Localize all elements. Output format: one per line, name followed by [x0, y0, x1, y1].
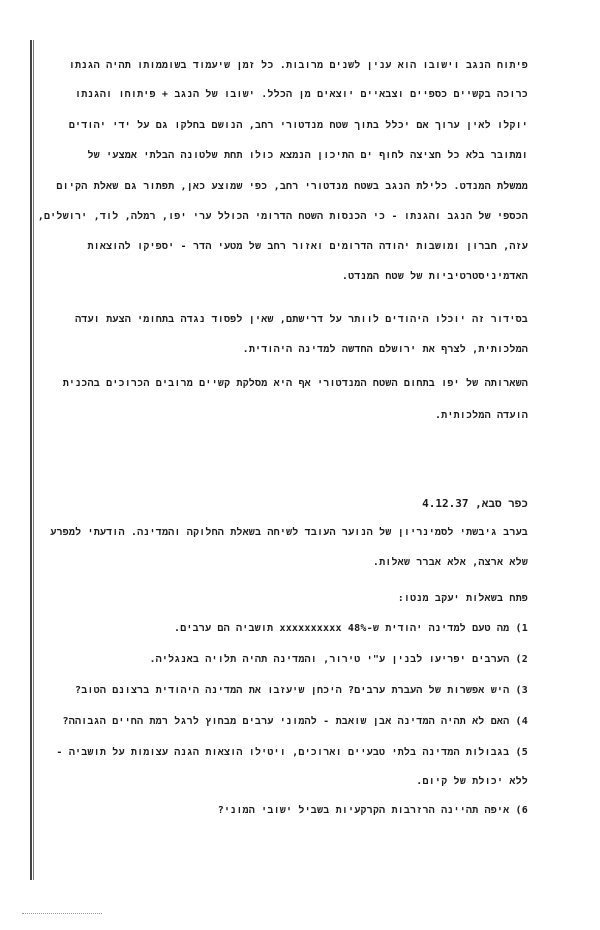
paragraph-line: ממשלת המנדט. כלילת הנגב בשטח מנדטורי רחב, כפי שמוצע כאן, תפתור גם שאלת הקיום: [56, 181, 528, 192]
paragraph-line: פיתוח הנגב וישובו הוא ענין לשנים מרובות. כל זמן שיעמוד בשוממותו תהיה הגנתו: [68, 60, 528, 71]
question-item: 4) האם לא תהיה המדינה אבן שואבת - להמוני ערבים מבחוץ לרגל רמת החיים הגבוהה?: [62, 716, 528, 727]
paragraph-line: בסידור זה יוכלו היהודים לוותר על דרישתם, שאין לפסוד נגדה בתחומי הצעת ועדה: [75, 314, 528, 325]
paragraph-line: האדמיניסטרטיביות של שטח המנדט.: [341, 271, 528, 282]
questions-intro: [98, 593, 528, 609]
binding-edge-line-secondary: [33, 40, 34, 880]
question-item: ללא יכולת של קיום.: [416, 776, 528, 787]
paragraph-jerusalem: [75, 314, 528, 364]
paragraph-line: כרוכה בקשיים כספיים וצבאיים יוצאים מן הכלל. ישובו של הנגב + פיתוחו והגנתו: [75, 89, 528, 100]
paragraph-line: ומתובר בלא כל חציצה לחוף ים התיכון הנמצא כולו תחת שלטונה הבלתי אמצעי של: [87, 150, 528, 161]
paragraph-line: עזה, חברון ומושבות יהודה הדרומים ואזור רחב של מטעי הדר - יספיקו להוצאות: [87, 241, 528, 252]
intro-line: פתח בשאלות יעקב מנטו:: [397, 593, 528, 604]
paragraph-line: המלכותית, לצרף את ירושלם החדשה למדינה היהודית.: [242, 344, 528, 355]
paragraph-line: שלא ארצה, אלא אברר שאלות.: [372, 557, 528, 568]
paragraph-line: יוקלו לאין ערוך אם יכלל בתוך שטח מנדטורי רחב, הנושם בחלקו גם על ידי יהודים: [68, 120, 528, 131]
question-item: 3) היש אפשרות של העברת ערבים? היכחן שיעזבו את המדינה היהודית ברצונם הטוב?: [75, 685, 528, 696]
paragraph-line: השארותה של יפו בתחום השטח המנדטורי אף היא מסלקת קשיים מרובים הכרוכים בהכנית: [62, 378, 528, 389]
binding-edge-line: [30, 40, 32, 880]
paragraph-jaffa: [62, 378, 528, 428]
paragraph-line: הכספי של הנגב והגנתו - כי הכנסות השטח הדרומי הכולל ערי יפו, רמלה, לוד, ירושלים,: [37, 211, 528, 222]
scan-artifact: [22, 913, 102, 915]
paragraph-seminar: [50, 527, 528, 577]
question-item: 6) איפה תהיינה הרזרבות הקרקעיות בשביל ישובי המוני?: [217, 805, 528, 816]
questions-list: [56, 623, 528, 843]
paragraph-line: הועדה המלכותית.: [434, 410, 528, 421]
question-item: 5) בגבולות המדינה בלתי טבעיים וארוכים, ויטילו הוצאות הגנה עצומות על תושביה -: [56, 747, 528, 758]
paragraph-line: בערב גיבשתי לסמינריון של הנוער העובד לשיחה בשאלת החלוקה והמדינה. הודעתי למפרע: [50, 527, 528, 538]
question-item: 1) מה טעם למדינה יהודית ש-48% xxxxxxxxxx תושביה הם ערבים.: [173, 623, 528, 634]
question-item: 2) הערבים יפריעו לבנין ע"י טירור, והמדינה תהיה תלויה באנגליה.: [149, 654, 528, 665]
diary-date-heading: כפר סבא, 4.12.37: [422, 497, 528, 510]
paragraph-negev: [37, 60, 528, 290]
